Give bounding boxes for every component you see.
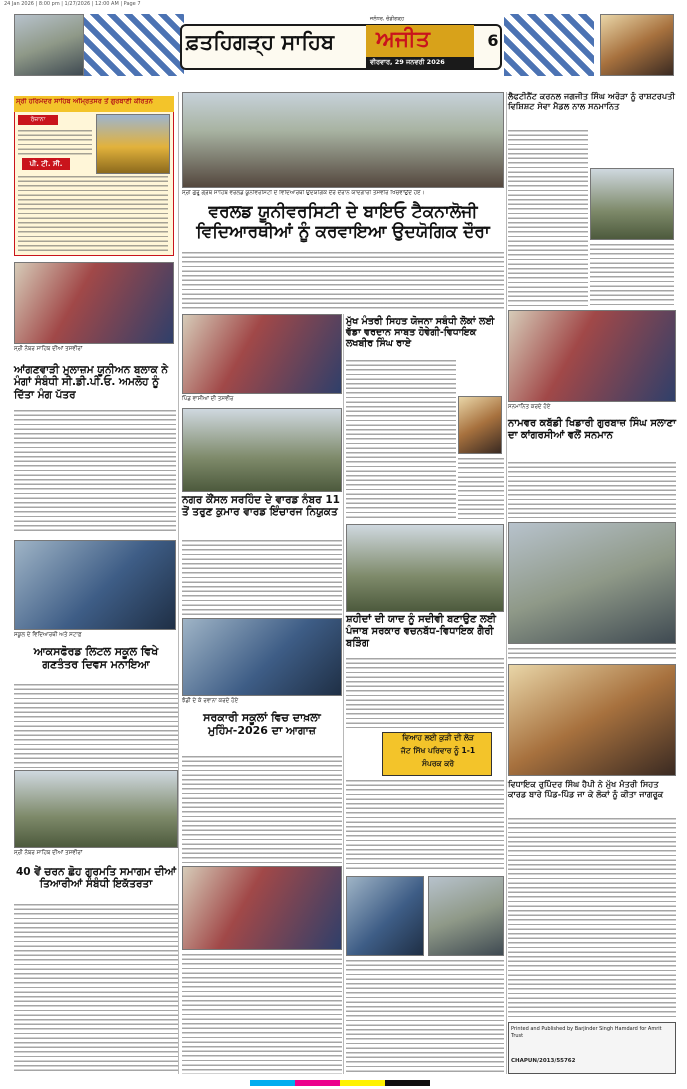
mla-portrait [458,396,502,454]
print-slug: 24 Jan 2026 | 8:00 pm | 1/27/2026 | 12:00 AM | Page 7 [4,1,141,7]
kirtan-schedule-text [18,130,92,156]
caption-sangat-photo: ਸ੍ਰੀ ਨੰਬਰ ਸਾਹਿਬ ਦੀਆਂ ਤਸਵੀਰਾਂ [14,850,83,856]
article-lt-colonel-body [508,130,588,306]
headline-council: ਨਗਰ ਕੌਂਸਲ ਸਰਹਿੰਦ ਦੇ ਵਾਰਡ ਨੰਬਰ 11 ਤੋਂ ਤਰੁਣ ਕੁਮਾਰ ਵਾਰਡ ਇੰਚਾਰਜ ਨਿਯੁਕਤ [182,494,340,519]
kirtan-detail-text [18,176,168,252]
university-group-photo [182,92,504,188]
headline-gurbaj: ਨਾਮਵਰ ਕਬੱਡੀ ਖਿਡਾਰੀ ਗੁਰਬਾਜ਼ ਸਿੰਘ ਸਲਾਣਾ ਦਾ ਕਾਂਗਰਸੀਆਂ ਵਲੋਂ ਸਨਮਾਨ [508,418,677,441]
color-register-bar [250,1080,430,1086]
headline-admission-drive: ਸਰਕਾਰੀ ਸਕੂਲਾਂ ਵਿਚ ਦਾਖ਼ਲਾ ਮੁਹਿੰਮ-2026 ਦਾ ਆਗਾਜ਼ [203,711,321,737]
column-rule-1 [178,92,179,1074]
caption-school-photo: ਸਕੂਲ ਦੇ ਵਿਦਿਆਰਥੀ ਅਤੇ ਸਟਾਫ਼ [14,632,82,638]
police-portrait [346,876,424,956]
article-gurmat-body [14,904,178,1074]
classified-line-3: ਸੰਪਰਕ ਕਰੋ [422,759,454,768]
article-bottom-center-body [346,960,504,1074]
edition-date: ਵੀਰਵਾਰ, 29 ਜਨਵਰੀ 2026 [370,58,445,66]
headline-cm-yojana: ਮੁੱਖ ਮੰਤਰੀ ਸਿਹਤ ਯੋਜਨਾ ਸਬੰਧੀ ਲੋਕਾਂ ਲਈ ਵੱਡਾ ਵਰਦਾਨ ਸਾਬਤ ਹੋਵੇਗੀ-ਵਿਧਾਇਕ ਲਖਬੀਰ ਸਿੰਘ ਰਾਏ [346,316,495,350]
article-martyrs-body-2 [346,780,504,872]
athlete-portrait [428,876,504,956]
caption-flag-off: ਝੰਡੀ ਦੇ ਕੇ ਰਵਾਨਾ ਕਰਦੇ ਹੋਏ [182,698,239,704]
column-rule-2 [343,314,344,1074]
masthead-pattern-right [504,14,594,76]
column-rule-3 [506,92,507,1074]
gurdwara-illustration [14,14,84,76]
headline-lt-colonel: ਲੈਫਟੀਨੈਂਟ ਕਰਨਲ ਜਗਜੀਤ ਸਿੰਘ ਅਰੋੜਾ ਨੂੰ ਰਾਸ਼ਟਰਪਤੀ ਵਿਸ਼ਿਸ਼ਟ ਸੇਵਾ ਮੈਡਲ ਨਾਲ ਸਨਮਾਨਿਤ [508,91,675,111]
heritage-building-illustration [600,14,674,76]
school-kids-photo [14,540,176,630]
article-awareness-body [508,818,676,1018]
headline-health-card-awareness: ਵਿਧਾਇਕ ਰੁਪਿੰਦਰ ਸਿੰਘ ਹੈਪੀ ਨੇ ਮੁੱਖ ਮੰਤਰੀ ਸਿਹਤ ਕਾਰਡ ਬਾਰੇ ਪਿੰਡ-ਪਿੰਡ ਜਾ ਕੇ ਲੋਕਾਂ ਨੂੰ ਕੀਤਾ ਜਾਗਰੂਕ [508,779,664,799]
article-flowers-body [182,954,342,1074]
honour-group-photo [182,408,342,492]
felicitation-photo [508,310,676,402]
article-officials-body [508,648,676,662]
article-oxford-body [14,684,178,768]
kirtan-badge-ptc: ਪੀ. ਟੀ. ਸੀ. [22,158,70,170]
page-number: 6 [487,31,499,50]
flowers-ceremony-photo [182,866,342,950]
headline-gurmat-samagam: 40 ਵੇਂ ਚਰਨ ਛੋਹ ਗੁਰਮਤਿ ਸਮਾਗਮ ਦੀਆਂ ਤਿਆਰੀਆਂ ਸੰਬੰਧੀ ਇਕੱਤਰਤਾ [15,866,177,891]
edition-label: ਜਲੰਧਰ, ਚੰਡੀਗੜ੍ਹ [370,16,405,22]
golden-temple-photo [96,114,170,174]
article-university-body [182,252,504,310]
headline-anganwadi: ਆਂਗਣਵਾੜੀ ਮੁਲਾਜ਼ਮ ਯੂਨੀਅਨ ਬਲਾਕ ਨੇ ਮੰਗਾਂ ਸੰਬੰਧੀ ਸੀ.ਡੀ.ਪੀ.ਓ. ਅਮਲੋਹ ਨੂੰ ਦਿੱਤਾ ਮੰਗ ਪੱਤਰ [14,364,168,401]
flag-off-photo [182,618,342,696]
classified-line-2: ਜੱਟ ਸਿੱਖ ਪਰਿਵਾਰ ਨੂੰ 1-1 [400,746,476,755]
article-council-body [182,540,342,616]
district-title: ਫ਼ਤਹਿਗੜ੍ਹ ਸਾਹਿਬ [186,30,335,54]
article-cm-yojana-body-2 [458,458,504,520]
kirtan-title: ਸ੍ਰੀ ਹਰਿਮੰਦਰ ਸਾਹਿਬ ਅੰਮ੍ਰਿਤਸਰ ਤੋਂ ਗੁਰਬਾਣੀ ਕੀਰਤਨ [16,98,153,105]
sangat-photo [14,770,178,848]
article-gurbaj-body [508,462,676,518]
group-photo-left [14,262,174,344]
officials-photo [508,522,676,644]
imprint-registration: CHAPUN/2013/55762 [511,1058,576,1064]
headline-university: ਵਰਲਡ ਯੂਨੀਵਰਸਿਟੀ ਦੇ ਬਾਇਓ ਟੈਕਨਾਲੋਜੀ ਵਿਦਿਆਰਥੀਆਂ ਨੂੰ ਕਰਵਾਇਆ ਉਦਯੋਗਿਕ ਦੌਰਾ [196,202,490,243]
headline-oxford-school: ਆਕਸਫੋਰਡ ਲਿਟਲ ਸਕੂਲ ਵਿਖੇ ਗਣਤੰਤਰ ਦਿਵਸ ਮਨਾਇਆ [33,645,159,671]
classified-line-1: ਵਿਆਹ ਲਈ ਕੁੜੀ ਦੀ ਲੋੜ [402,733,474,742]
article-lt-colonel-body-2 [590,244,674,306]
caption-felicitation: ਸਨਮਾਨਿਤ ਕਰਦੇ ਹੋਏ [508,404,551,410]
headline-martyrs: ਸ਼ਹੀਦਾਂ ਦੀ ਯਾਦ ਨੂੰ ਸਦੀਵੀ ਬਣਾਉਣ ਲਈ ਪੰਜਾਬ ਸਰਕਾਰ ਵਚਨਬੱਧ-ਵਿਧਾਇਕ ਗੈਰੀ ਬੜਿੰਗ [346,614,497,649]
article-anganwadi-body [14,410,176,534]
lt-colonel-portrait [590,168,674,240]
paper-name: ਅਜੀਤ [376,27,430,52]
elderly-villager-photo [508,664,676,776]
article-admission-body [182,756,342,864]
article-martyrs-body [346,658,504,728]
masthead-pattern-left [84,14,184,76]
caption-villagers: ਪਿੰਡ ਵਾਸੀਆਂ ਦੀ ਤਸਵੀਰ [182,396,234,402]
villagers-photo [182,314,342,394]
caption-university-photo: ਸ੍ਰੀ ਗੁਰੂ ਗ੍ਰੰਥ ਸਾਹਿਬ ਵਰਲਡ ਯੂਨੀਵਰਸਿਟੀ ਦੇ ਵਿਦਿਆਰਥੀ ਉਦਯੋਗਿਕ ਦੌਰੇ ਦੌਰਾਨ ਯਾਦਗਾਰੀ ਤਸਵੀਰ ਖਿਚਵਾਉਂਦੇ ਹੋਏ। [182,190,425,196]
article-cm-yojana-body [346,360,456,520]
kirtan-badge-daily: ਰੋਜ਼ਾਨਾ [18,115,58,125]
martyrs-ceremony-photo [346,524,504,612]
imprint-printer: Printed and Published by Barjinder Singh Hamdard for Amrit Trust [511,1026,662,1039]
caption-left-photo: ਸ੍ਰੀ ਨੰਬਰ ਸਾਹਿਬ ਦੀਆਂ ਤਸਵੀਰਾਂ [14,346,83,352]
masthead [14,10,674,80]
